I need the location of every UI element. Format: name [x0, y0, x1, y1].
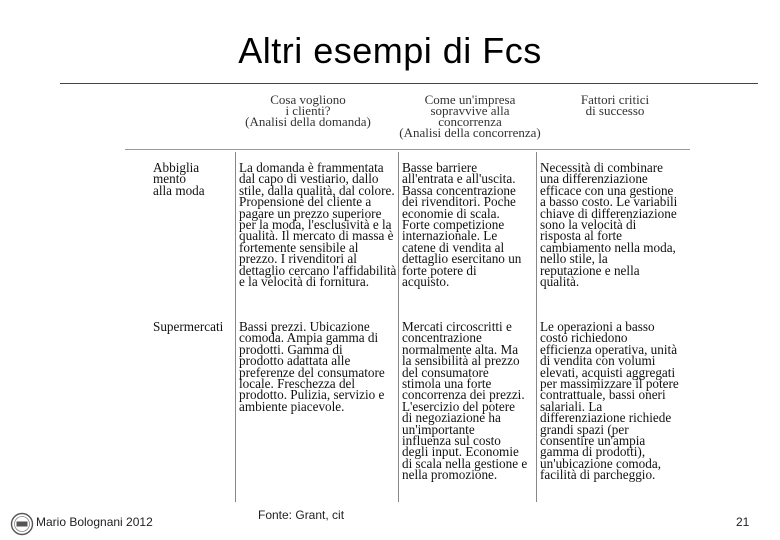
row-label-fashion	[153, 162, 205, 196]
text-line: alla moda	[153, 182, 205, 198]
text-line: fortemente sensibile al	[239, 239, 359, 255]
text-line: dettaglio cercano l'affidabilità	[239, 262, 397, 278]
column-header-competition	[395, 94, 545, 138]
text-line: contrattuale, bassi oneri	[540, 387, 666, 403]
text-line: grandi spazi (per	[540, 421, 629, 437]
text-line: costo richiedono	[540, 330, 628, 346]
text-line: e la velocità di fornitura.	[239, 274, 369, 290]
text-line: a basso costo. Le variabili	[540, 194, 678, 210]
text-line: efficienza operativa, unità	[540, 341, 678, 357]
text-line: efficace con una gestione	[540, 182, 674, 198]
text-line: acquisto.	[402, 274, 450, 290]
text-line: dal capo di vestiario, dallo	[239, 171, 379, 187]
author-logo-icon	[10, 512, 34, 536]
text-line: locale. Freschezza del	[239, 376, 356, 392]
text-line: sopravvive alla	[430, 103, 510, 118]
text-line: qualità. Il mercato di massa è	[239, 228, 394, 244]
text-line: pagare un prezzo superiore	[239, 205, 382, 221]
column-header-kfs	[560, 94, 670, 116]
cell-competition-supermarkets	[402, 321, 527, 481]
text-line: chiave di differenziazione	[540, 205, 677, 221]
text-line: influenza sul costo	[402, 433, 501, 449]
row-label-supermarkets	[153, 321, 223, 332]
text-line: internazionale. Le	[402, 228, 498, 244]
text-line: Bassi prezzi. Ubicazione	[239, 319, 370, 334]
column-divider	[398, 152, 399, 502]
column-header-demand	[233, 94, 383, 127]
cell-competition-fashion	[402, 160, 522, 290]
text-line: concorrenza	[438, 114, 502, 129]
text-line: Cosa vogliono	[270, 92, 346, 107]
text-line: differenziazione richiede	[540, 410, 672, 426]
text-line: facilità di parcheggio.	[540, 467, 656, 483]
text-line: Fattori critici	[580, 92, 650, 107]
text-line: preferenze del consumatore	[239, 364, 385, 380]
scanned-table	[125, 90, 690, 505]
text-line: cambiamento nella moda,	[540, 239, 676, 255]
text-line: di vendita con volumi	[540, 353, 656, 369]
text-line: prodotto adattata alle	[239, 353, 351, 369]
text-line: mento	[153, 171, 186, 187]
text-line: sono la velocità di	[540, 217, 637, 233]
text-line: Come un'impresa	[424, 92, 516, 107]
footer-author: Mario Bolognani 2012	[36, 515, 153, 529]
text-line: catene di vendita al	[402, 239, 505, 255]
text-line: degli input. Economie	[402, 444, 519, 460]
text-line: Supermercati	[153, 319, 224, 334]
text-line: di successo	[585, 103, 645, 118]
text-line: (Analisi della domanda)	[245, 114, 371, 129]
column-divider	[235, 152, 236, 502]
text-line: Necessità di combinare	[540, 160, 664, 175]
text-line: elevati, acquisti aggregati	[540, 364, 676, 380]
header-divider	[125, 149, 690, 150]
text-line: di scala nella gestione e	[402, 455, 528, 471]
text-line: prezzo. I rivenditori al	[239, 251, 357, 267]
text-line: nella promozione.	[402, 467, 498, 483]
text-line: prodotti. Gamma di	[239, 341, 343, 357]
text-line: stimola una forte	[402, 376, 492, 392]
text-line: forte potere di	[402, 262, 477, 278]
text-line: per massimizzare il potere	[540, 376, 679, 392]
text-line: un'importante	[402, 421, 475, 437]
text-line: comoda. Ampia gamma di	[239, 330, 379, 346]
footer-source: Fonte: Grant, cit	[258, 508, 345, 522]
text-line: una differenziazione	[540, 171, 648, 187]
cell-kfs-fashion	[540, 160, 678, 290]
text-line: i clienti?	[285, 103, 331, 118]
text-line: Bassa concentrazione	[402, 182, 516, 198]
text-line: reputazione e nella	[540, 262, 640, 278]
text-line: Forte competizione	[402, 217, 505, 233]
title-divider	[60, 83, 758, 84]
text-line: un'ubicazione comoda,	[540, 455, 662, 471]
text-line: per la moda, l'esclusività e la	[239, 217, 392, 233]
text-line: dei rivenditori. Poche	[402, 194, 516, 210]
text-line: del consumatore	[402, 364, 489, 380]
cell-demand-fashion	[239, 160, 397, 290]
text-line: Le operazioni a basso	[540, 319, 655, 334]
text-line: consentire un'ampia	[540, 433, 646, 449]
text-line: prodotto. Pulizia, servizio e	[239, 387, 385, 403]
cell-demand-supermarkets	[239, 321, 385, 412]
slide-title: Altri esempi di Fcs	[238, 30, 542, 71]
page-number: 21	[736, 515, 750, 529]
text-line: concorrenza dei prezzi.	[402, 387, 525, 403]
cell-kfs-supermarkets	[540, 321, 679, 481]
text-line: all'entrata e all'uscita.	[402, 171, 516, 187]
text-line: La domanda è frammentata	[239, 160, 384, 175]
text-line: stile, dalla qualità, dal colore.	[239, 182, 395, 198]
text-line: ambiente piacevole.	[239, 398, 345, 414]
text-line: L'esercizio del potere	[402, 398, 515, 414]
text-line: dettaglio esercitano un	[402, 251, 522, 267]
text-line: normalmente alta. Ma	[402, 341, 519, 357]
text-line: risposta al forte	[540, 228, 623, 244]
text-line: Basse barriere	[402, 160, 478, 175]
text-line: gamma di prodotti),	[540, 444, 646, 460]
text-line: salariali. La	[540, 398, 603, 414]
text-line: economie di scala.	[402, 205, 500, 221]
text-line: nello stile, la	[540, 251, 608, 267]
text-line: la sensibilità al prezzo	[402, 353, 520, 369]
text-line: di negoziazione ha	[402, 410, 501, 426]
text-line: qualità.	[540, 274, 580, 290]
text-line: concentrazione	[402, 330, 482, 346]
text-line: (Analisi della concorrenza)	[399, 125, 541, 140]
column-divider	[536, 152, 537, 502]
text-line: Mercati circoscritti e	[402, 319, 512, 334]
text-line: Abbiglia	[153, 160, 200, 175]
text-line: Propensione del cliente a	[239, 194, 372, 210]
